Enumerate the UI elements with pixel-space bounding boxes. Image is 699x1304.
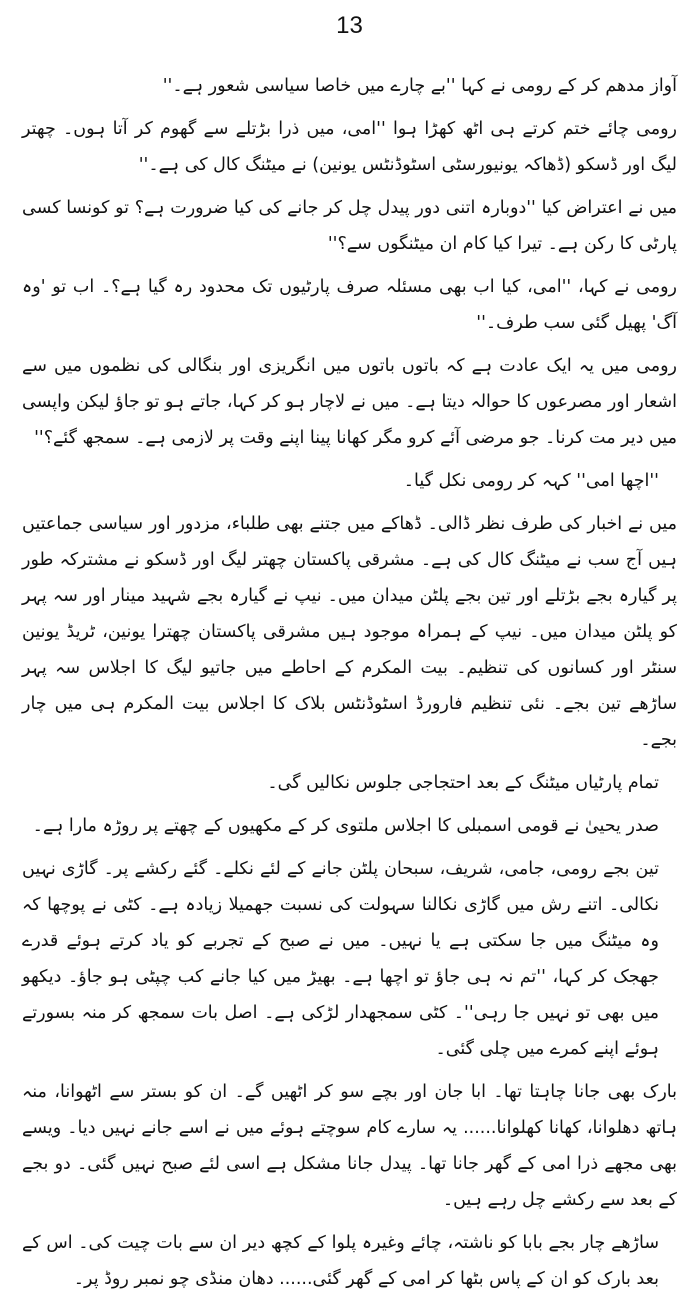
paragraph: صدر یحییٰ نے قومی اسمبلی کا اجلاس ملتوی کر کے مکھیوں کے چھتے پر روڑہ مارا ہے۔ xyxy=(32,816,659,836)
paragraph: تمام پارٹیاں میٹنگ کے بعد احتجاجی جلوس نکالیں گی۔ xyxy=(267,773,659,793)
paragraph: ''اچھا امی'' کہہ کر رومی نکل گیا۔ xyxy=(403,471,659,491)
paragraph: ساڑھے چار بجے بابا کو ناشتہ، چائے وغیرہ پلوا کے کچھ دیر ان سے بات چیت کی۔ اس کے بعد بارک کو ان کے پاس بٹھا کر امی کے گھر گئی...... دھان منڈی چو نمبر روڈ پر۔ xyxy=(22,1233,659,1289)
paragraph: میں نے اخبار کی طرف نظر ڈالی۔ ڈھاکے میں جتنے بھی طلباء، مزدور اور سیاسی جماعتیں ہیں آج سب نے میٹنگ کال کی ہے۔ مشرقی پاکستان چھتر لیگ اور ڈسکو نے مشترکہ طور پر گیارہ بجے بڑتلے اور تین بجے پلٹن میدان میں۔ نیپ نے گیارہ بجے شہید مینار اور سہ پہر کو پلٹن میدان میں۔ نیپ کے ہمراہ موجود ہیں مشرقی پاکستان چھترا یونین، ٹریڈ یونین سنٹر اور کسانوں کی تنظیم۔ بیت المکرم کے احاطے میں جاتیو لیگ کا اجلاس سہ پہر ساڑھے تین بجے۔ نئی تنظیم فارورڈ اسٹوڈنٹس بلاک کا اجلاس بیت المکرم ہی میں چار بجے۔ xyxy=(22,514,677,750)
paragraph: رومی چائے ختم کرتے ہی اٹھ کھڑا ہوا ''امی، میں ذرا بڑتلے سے گھوم کر آتا ہوں۔ چھتر لیگ اور ڈسکو (ڈھاکہ یونیورسٹی اسٹوڈنٹس یونین) نے میٹنگ کال کی ہے۔'' xyxy=(22,119,677,175)
paragraph: رومی نے کہا، ''امی، کیا اب بھی مسئلہ صرف پارٹیوں تک محدود رہ گیا ہے؟۔ اب تو 'وہ آگ' پھیل گئی سب طرف۔'' xyxy=(22,277,677,333)
paragraph: آواز مدھم کر کے رومی نے کہا ''بے چارے میں خاصا سیاسی شعور ہے۔'' xyxy=(162,76,677,96)
page-number: 13 xyxy=(336,12,363,39)
paragraph: رومی میں یہ ایک عادت ہے کہ باتوں باتوں میں انگریزی اور بنگالی کی نظموں میں سے اشعار اور مصرعوں کا حوالہ دیتا ہے۔ میں نے لاچار ہو کر کہا، جاتے ہو تو جاؤ لیکن واپسی میں دیر مت کرنا۔ جو مرضی آئے کرو مگر کھانا پینا اپنے وقت پر لازمی ہے۔ سمجھ گئے؟'' xyxy=(22,356,677,448)
page-body xyxy=(22,68,677,1304)
paragraph: میں نے اعتراض کیا ''دوبارہ اتنی دور پیدل چل کر جانے کی کیا ضرورت ہے؟ تو کونسا کسی پارٹی کا رکن ہے۔ تیرا کیا کام ان میٹنگوں سے؟'' xyxy=(22,198,677,254)
paragraph: تین بجے رومی، جامی، شریف، سبحان پلٹن جانے کے لئے نکلے۔ گئے رکشے پر۔ گاڑی نہیں نکالی۔ اتنے رش میں گاڑی نکالنا سہولت کی نسبت جھمیلا زیادہ ہے۔ کٹی نے پوچھا کہ وہ میٹنگ میں جا سکتی ہے یا نہیں۔ میں نے صبح کے تجربے کو یاد کرتے ہوئے قدرے جھجک کر کہا، ''تم نہ ہی جاؤ تو اچھا ہے۔ بھیڑ میں کیا جانے کب چپٹی ہو جاؤ۔ دیکھو میں بھی تو نہیں جا رہی''۔ کٹی سمجھدار لڑکی ہے۔ اصل بات سمجھ کر منہ بسورتے ہوئے اپنے کمرے میں چلی گئی۔ xyxy=(22,859,659,1059)
paragraph: بارک بھی جانا چاہتا تھا۔ ابا جان اور بچے سو کر اٹھیں گے۔ ان کو بستر سے اٹھوانا، منہ ہاتھ دھلوانا، کھانا کھلوانا...... یہ سارے کام سوچتے ہوئے میں نے اسے جانے نہیں دیا۔ ویسے بھی مجھے ذرا امی کے گھر جانا تھا۔ پیدل جانا مشکل ہے اسی لئے صبح نہیں گئی۔ دو بجے کے بعد سے رکشے چل رہے ہیں۔ xyxy=(22,1082,677,1210)
